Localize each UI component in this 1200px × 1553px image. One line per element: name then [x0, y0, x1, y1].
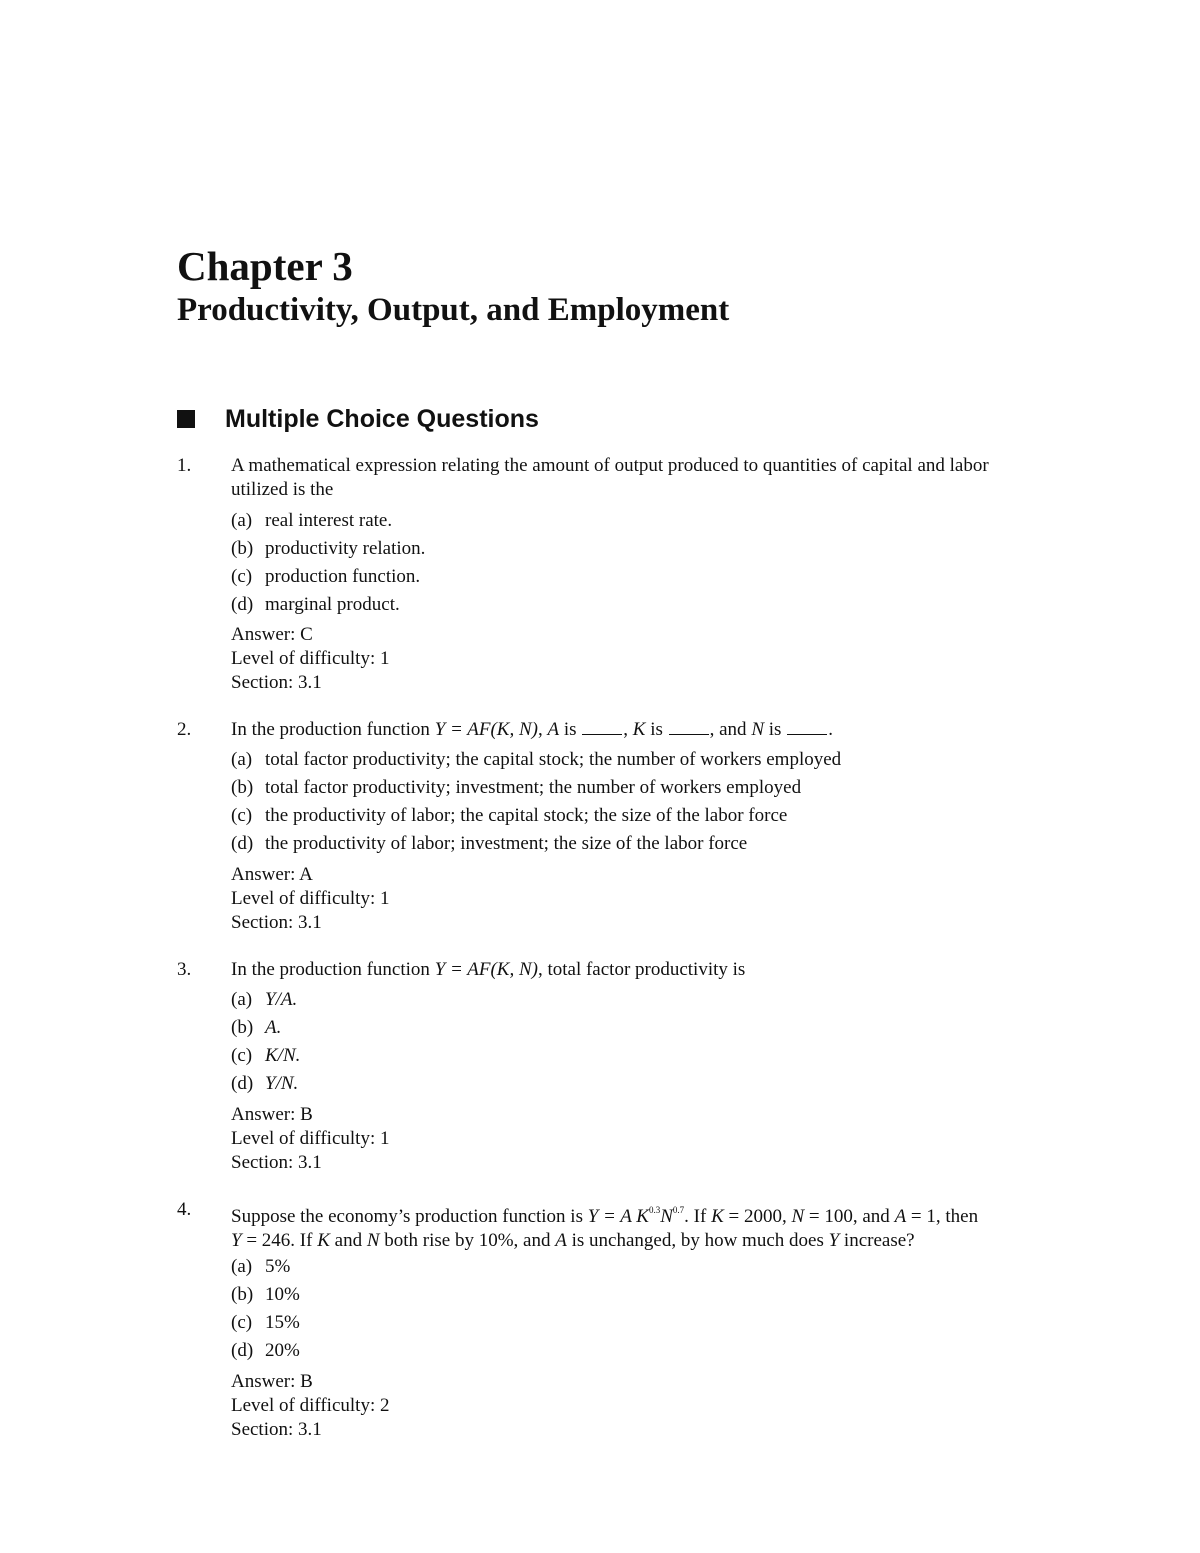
- difficulty-text: Level of difficulty: 1: [231, 648, 390, 669]
- option-a: (a) total factor productivity; the capital stock; the number of workers employed: [231, 749, 842, 770]
- option-d: (d) 20%: [231, 1340, 300, 1361]
- answer-blank: [669, 719, 709, 735]
- option-list: [231, 1253, 1111, 1365]
- answer-text: Answer: B: [231, 1104, 313, 1125]
- answer-block: [231, 1370, 1111, 1442]
- answer-block: [231, 863, 1111, 935]
- square-bullet-icon: [177, 410, 195, 428]
- question-stem: In the production function Y = AF(K, N), total factor productivity is: [231, 959, 746, 980]
- option-c: (c) K/N.: [231, 1045, 301, 1066]
- option-a: (a) real interest rate.: [231, 510, 393, 531]
- section-ref-text: Section: 3.1: [231, 912, 322, 933]
- answer-blank: [582, 719, 622, 735]
- section-ref-text: Section: 3.1: [231, 1152, 322, 1173]
- answer-text: Answer: C: [231, 624, 313, 645]
- option-c: (c) production function.: [231, 566, 421, 587]
- question-number: 2.: [177, 719, 192, 740]
- option-b: (b) 10%: [231, 1284, 300, 1305]
- option-d: (d) the productivity of labor; investment; the size of the labor force: [231, 833, 748, 854]
- option-a: (a) Y/A.: [231, 989, 298, 1010]
- option-b: (b) A.: [231, 1017, 282, 1038]
- answer-text: Answer: B: [231, 1371, 313, 1392]
- section-title: Multiple Choice Questions: [225, 405, 539, 433]
- difficulty-text: Level of difficulty: 2: [231, 1395, 390, 1416]
- option-d: (d) Y/N.: [231, 1073, 299, 1094]
- question-number: 1.: [177, 455, 192, 476]
- option-b: (b) total factor productivity; investment; the number of workers employed: [231, 777, 802, 798]
- question-stem: Suppose the economy’s production function is Y = A $K^{0.3}N^{0.7}$. If K = 2000, N = 100, and A = 1, then Y = 246. If K and N both rise by 10%, and A is unchanged, by how much does Y increase?: [231, 1205, 979, 1251]
- answer-text: Answer: A: [231, 864, 313, 885]
- answer-block: [231, 623, 1111, 695]
- section-heading: [177, 402, 539, 436]
- option-list: [231, 746, 1111, 858]
- answer-block: [231, 1103, 1111, 1175]
- difficulty-text: Level of difficulty: 1: [231, 888, 390, 909]
- question-number: 3.: [177, 959, 192, 980]
- question-number: 4.: [177, 1199, 192, 1220]
- option-b: (b) productivity relation.: [231, 538, 426, 559]
- question-stem: A mathematical expression relating the amount of output produced to quantities of capital and labor utilized is the: [231, 455, 989, 500]
- option-list: [231, 507, 1111, 619]
- answer-blank: [787, 719, 827, 735]
- option-c: (c) the productivity of labor; the capital stock; the size of the labor force: [231, 805, 788, 826]
- difficulty-text: Level of difficulty: 1: [231, 1128, 390, 1149]
- option-c: (c) 15%: [231, 1312, 300, 1333]
- option-a: (a) 5%: [231, 1256, 291, 1277]
- question-stem: In the production function Y = AF(K, N), A is , K is , and N is .: [231, 719, 833, 740]
- section-ref-text: Section: 3.1: [231, 1419, 322, 1440]
- chapter-title: Productivity, Output, and Employment: [177, 292, 730, 328]
- option-d: (d) marginal product.: [231, 594, 400, 615]
- option-list: [231, 986, 1111, 1098]
- section-ref-text: Section: 3.1: [231, 672, 322, 693]
- chapter-number: Chapter 3: [177, 243, 353, 289]
